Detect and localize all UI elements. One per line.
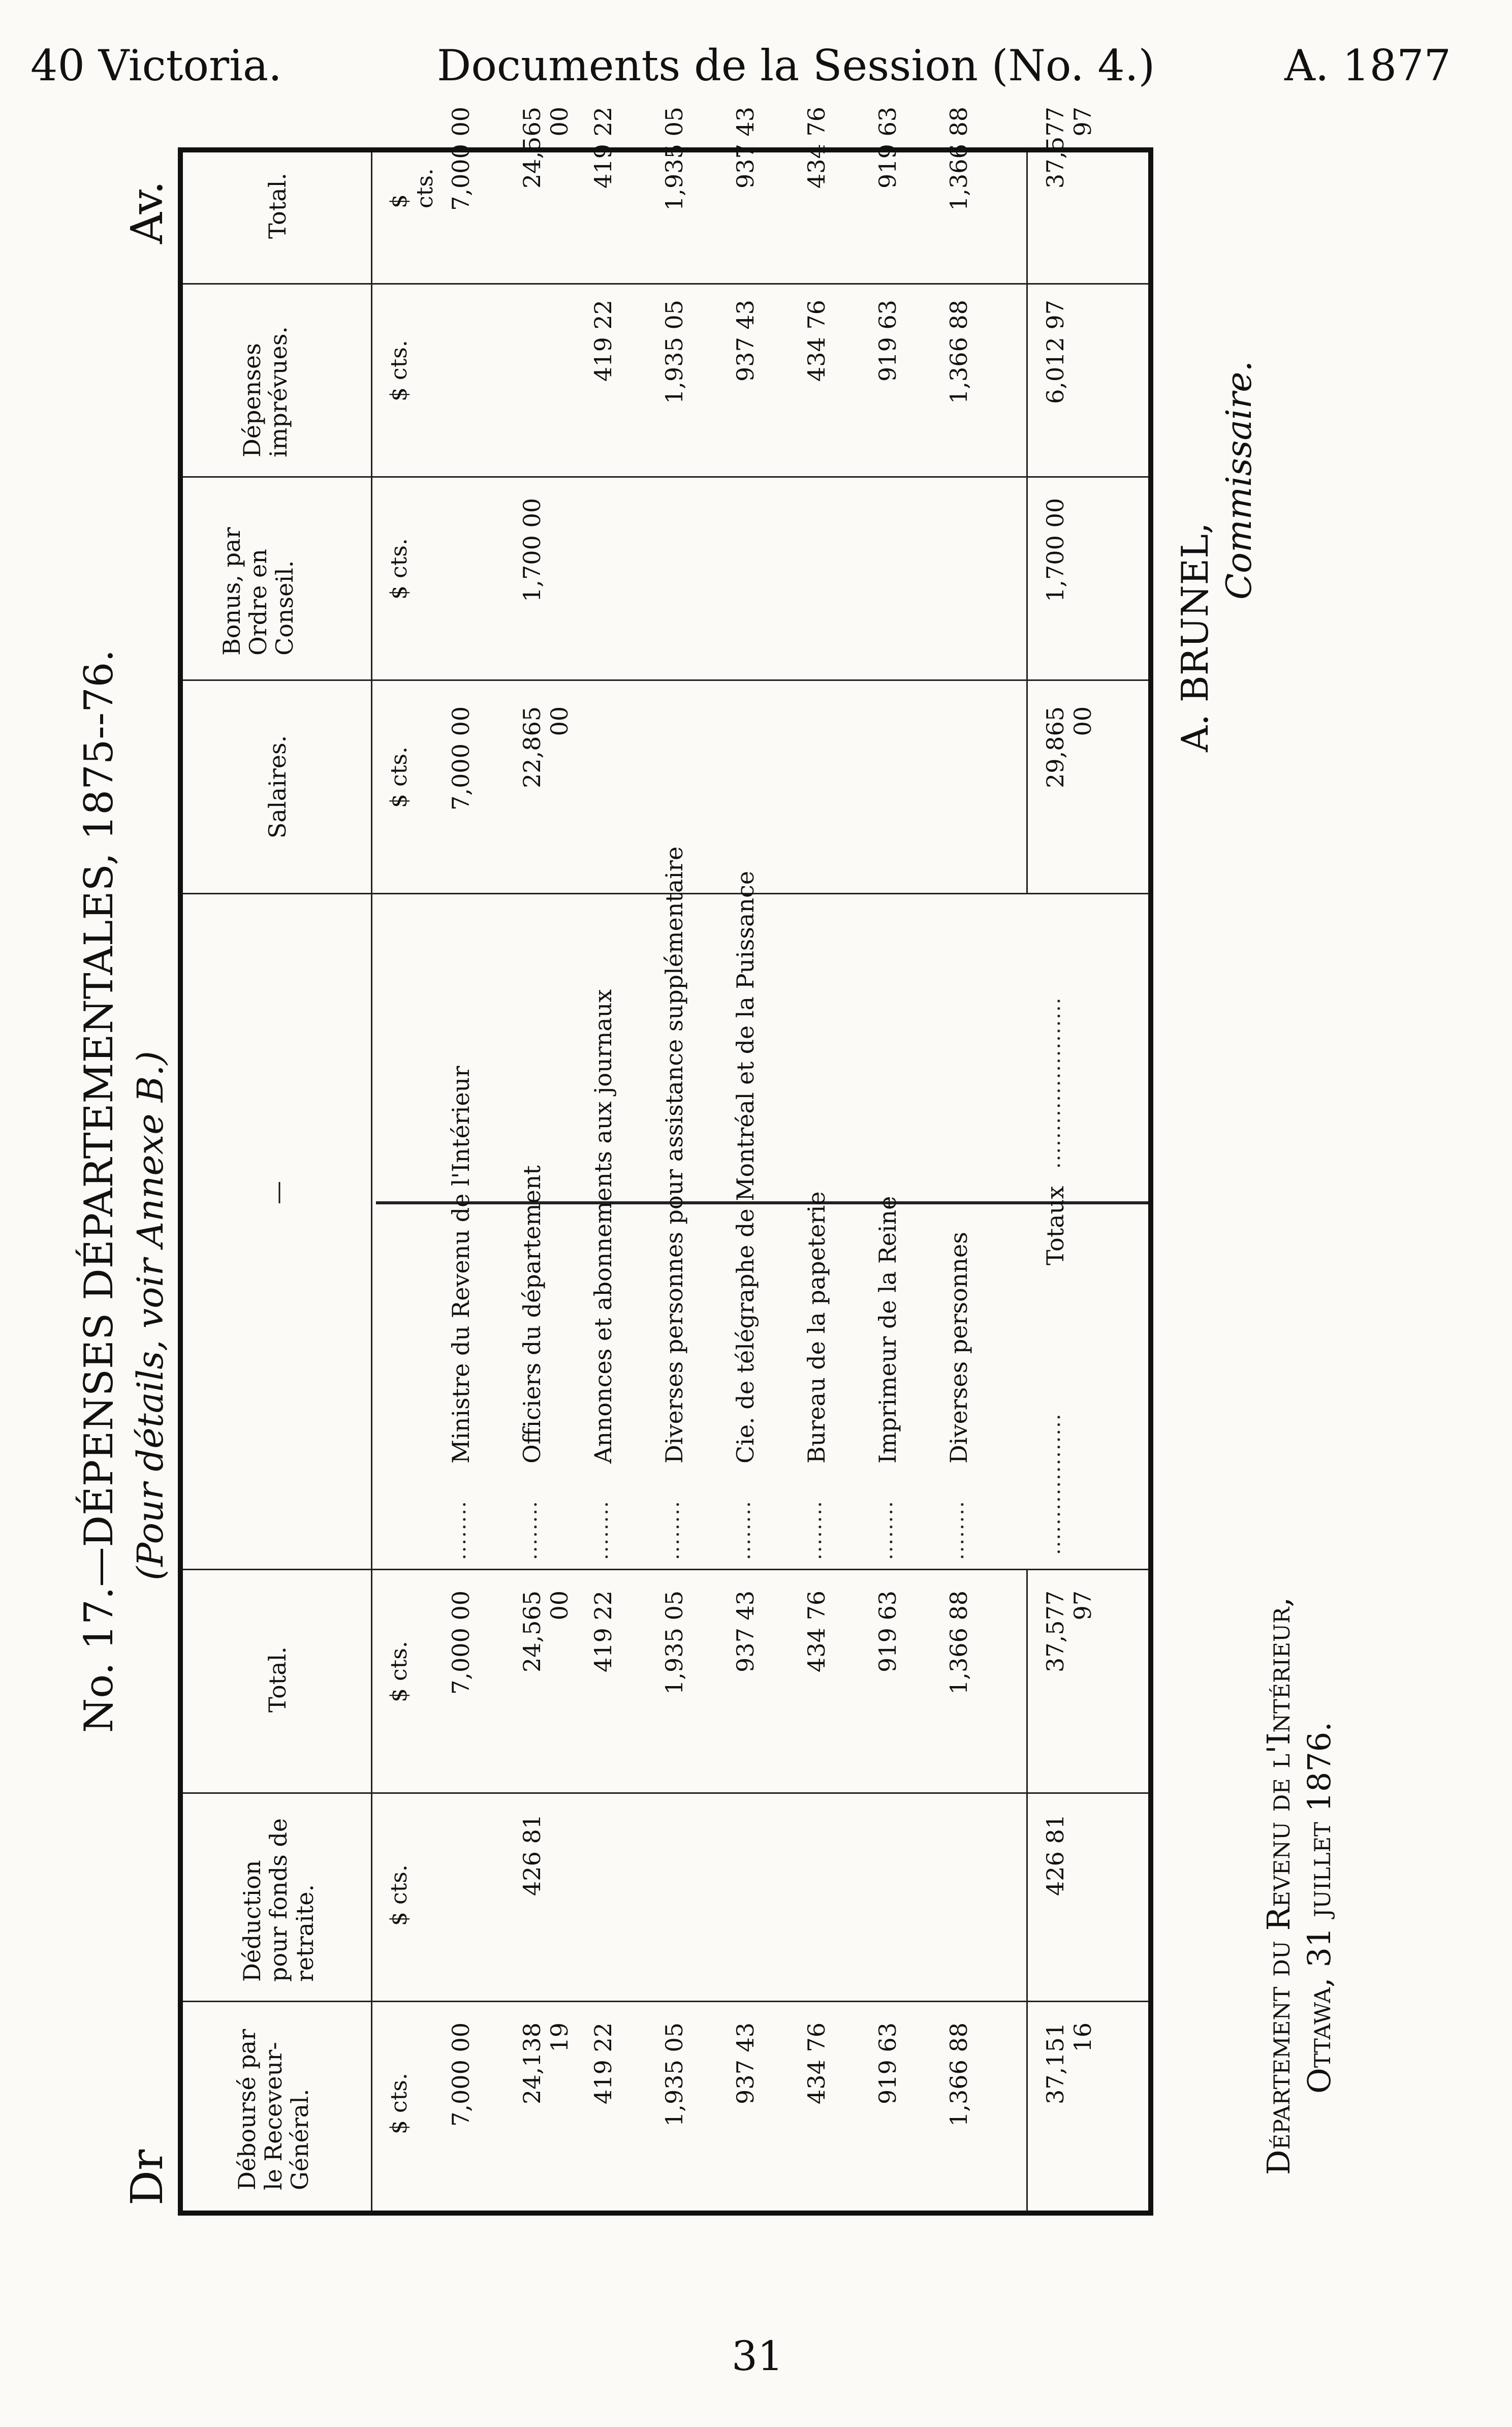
leader-dots: ........ [660, 1500, 684, 1560]
col-header-deduction: Déduction pour fonds de retraite. [238, 1818, 319, 1982]
cell-total-right: 7,000 00 [447, 107, 475, 211]
cell-debourse: 24,138 19 [518, 2022, 573, 2104]
cell-salaires: 7,000 00 [447, 706, 475, 811]
cell-total-right: 1,935 05 [660, 107, 688, 211]
total-left: 37,577 97 [1042, 1591, 1096, 1672]
leader-dots: ........ [732, 1500, 755, 1560]
col-divider [183, 283, 1148, 285]
row-description: Imprimeur de la Reine [874, 1196, 901, 1464]
row-description: Annonces et abonnements aux journaux [589, 989, 617, 1464]
header-right: A. 1877 [1284, 41, 1451, 90]
cell-total-left: 919 63 [874, 1591, 901, 1672]
unit-label: $ cts. [386, 1641, 412, 1702]
signature-role: Commissaire. [1219, 360, 1259, 600]
cell-total-left: 1,366 88 [945, 1591, 972, 1695]
header-center: Documents de la Session (No. 4.) [437, 41, 1155, 90]
cell-total-left: 434 76 [803, 1591, 830, 1672]
col-header-total-left: Total. [264, 1646, 291, 1713]
total-salaires: 29,865 00 [1042, 706, 1096, 788]
cell-total-right: 24,565 00 [518, 107, 573, 189]
cell-imprevues: 419 22 [589, 300, 617, 382]
col-divider [183, 476, 1148, 478]
total-right: 37,577 97 [1042, 107, 1096, 189]
leader-dots: ........ [945, 1500, 968, 1560]
cell-imprevues: 1,935 05 [660, 300, 688, 404]
cell-deduction: 426 81 [518, 1814, 546, 1896]
cell-total-right: 419 22 [589, 107, 617, 189]
cell-bonus: 1,700 00 [518, 498, 546, 602]
unit-label: $ cts. [386, 1864, 412, 1926]
totals-rule-right [1026, 152, 1028, 894]
col-divider [183, 1569, 1148, 1570]
cell-imprevues: 434 76 [803, 300, 830, 382]
col-divider [183, 1792, 1148, 1794]
signature-name: A. BRUNEL, [1174, 522, 1216, 752]
unit-label: $ cts. [386, 538, 412, 600]
cell-total-right: 937 43 [732, 107, 759, 189]
unit-label: $ cts. [386, 2073, 412, 2134]
col-header-bonus: Bonus, par Ordre en Conseil. [218, 527, 298, 656]
dept-line-2: Ottawa, 31 juillet 1876. [1301, 1722, 1338, 2094]
cell-debourse: 919 63 [874, 2022, 901, 2104]
cell-imprevues: 937 43 [732, 300, 759, 382]
col-divider [183, 679, 1148, 681]
header-rule [371, 152, 372, 2211]
col-header-salaires: Salaires. [264, 735, 291, 838]
col-header-imprevues: Dépenses imprévues. [238, 326, 292, 457]
leader-dots: ........ [874, 1500, 897, 1560]
leader-dots: ........ [803, 1500, 826, 1560]
cell-total-right: 1,366 88 [945, 107, 972, 211]
header-left: 40 Victoria. [30, 41, 282, 90]
cell-imprevues: 1,366 88 [945, 300, 972, 404]
unit-label: $ cts. [386, 746, 412, 808]
total-imprevues: 6,012 97 [1042, 300, 1069, 404]
page-number: 31 [732, 2332, 783, 2380]
col-header-debourse: Déboursé par le Receveur-Général. [233, 2029, 313, 2190]
table-frame [178, 107, 1153, 2216]
cell-debourse: 937 43 [732, 2022, 759, 2104]
row-description: Diverses personnes [945, 1232, 972, 1464]
leader-dots: ........ [518, 1500, 542, 1560]
totals-label: Totaux [1042, 1186, 1069, 1265]
cell-total-right: 434 76 [803, 107, 830, 189]
cell-total-left: 937 43 [732, 1591, 759, 1672]
row-description: Diverses personnes pour assistance supplémentaire [660, 846, 688, 1464]
leader-dots: ....................... [1042, 997, 1065, 1169]
rotated-table-page [56, 107, 1357, 2317]
row-description: Cie. de télégraphe de Montréal et de la Puissance [732, 870, 759, 1464]
cell-debourse: 1,366 88 [945, 2022, 972, 2127]
leader-dots: ........ [589, 1500, 613, 1560]
unit-label: $ cts. [386, 340, 412, 401]
cell-total-right: 919 63 [874, 107, 901, 189]
col-divider [183, 2001, 1148, 2002]
total-bonus: 1,700 00 [1042, 498, 1069, 602]
leader-dots: ................... [1042, 1413, 1065, 1555]
row-description: Officiers du département [518, 1165, 546, 1464]
leader-dots: ........ [447, 1500, 470, 1560]
cell-total-left: 7,000 00 [447, 1591, 475, 1695]
row-description: Ministre du Revenu de l'Intérieur [447, 1066, 475, 1464]
col-header-total-right: Total. [264, 172, 291, 239]
total-debourse: 37,151 16 [1042, 2022, 1096, 2104]
dept-line-1: Département du Revenu de l'Intérieur, [1260, 1597, 1297, 2175]
side-label-dr: Dr [122, 2149, 173, 2205]
table-subtitle: (Pour détails, voir Annexe B.) [130, 1051, 171, 1580]
total-deduction: 426 81 [1042, 1814, 1069, 1896]
cell-salaires: 22,865 00 [518, 706, 573, 788]
cell-debourse: 419 22 [589, 2022, 617, 2104]
cell-total-left: 24,565 00 [518, 1591, 573, 1672]
side-label-av: Av. [122, 180, 173, 244]
col-header-dash: — [264, 1181, 291, 1204]
centre-divider [376, 1201, 1148, 1204]
cell-debourse: 434 76 [803, 2022, 830, 2104]
cell-debourse: 7,000 00 [447, 2022, 475, 2127]
cell-debourse: 1,935 05 [660, 2022, 688, 2127]
totals-rule-left [1026, 1570, 1028, 2211]
cell-imprevues: 919 63 [874, 300, 901, 382]
cell-total-left: 419 22 [589, 1591, 617, 1672]
cell-total-left: 1,935 05 [660, 1591, 688, 1695]
row-description: Bureau de la papeterie [803, 1191, 830, 1464]
table-title: No. 17.—DÉPENSES DÉPARTEMENTALES, 1875--76. [76, 649, 122, 1733]
unit-label: $ cts. [386, 168, 438, 208]
